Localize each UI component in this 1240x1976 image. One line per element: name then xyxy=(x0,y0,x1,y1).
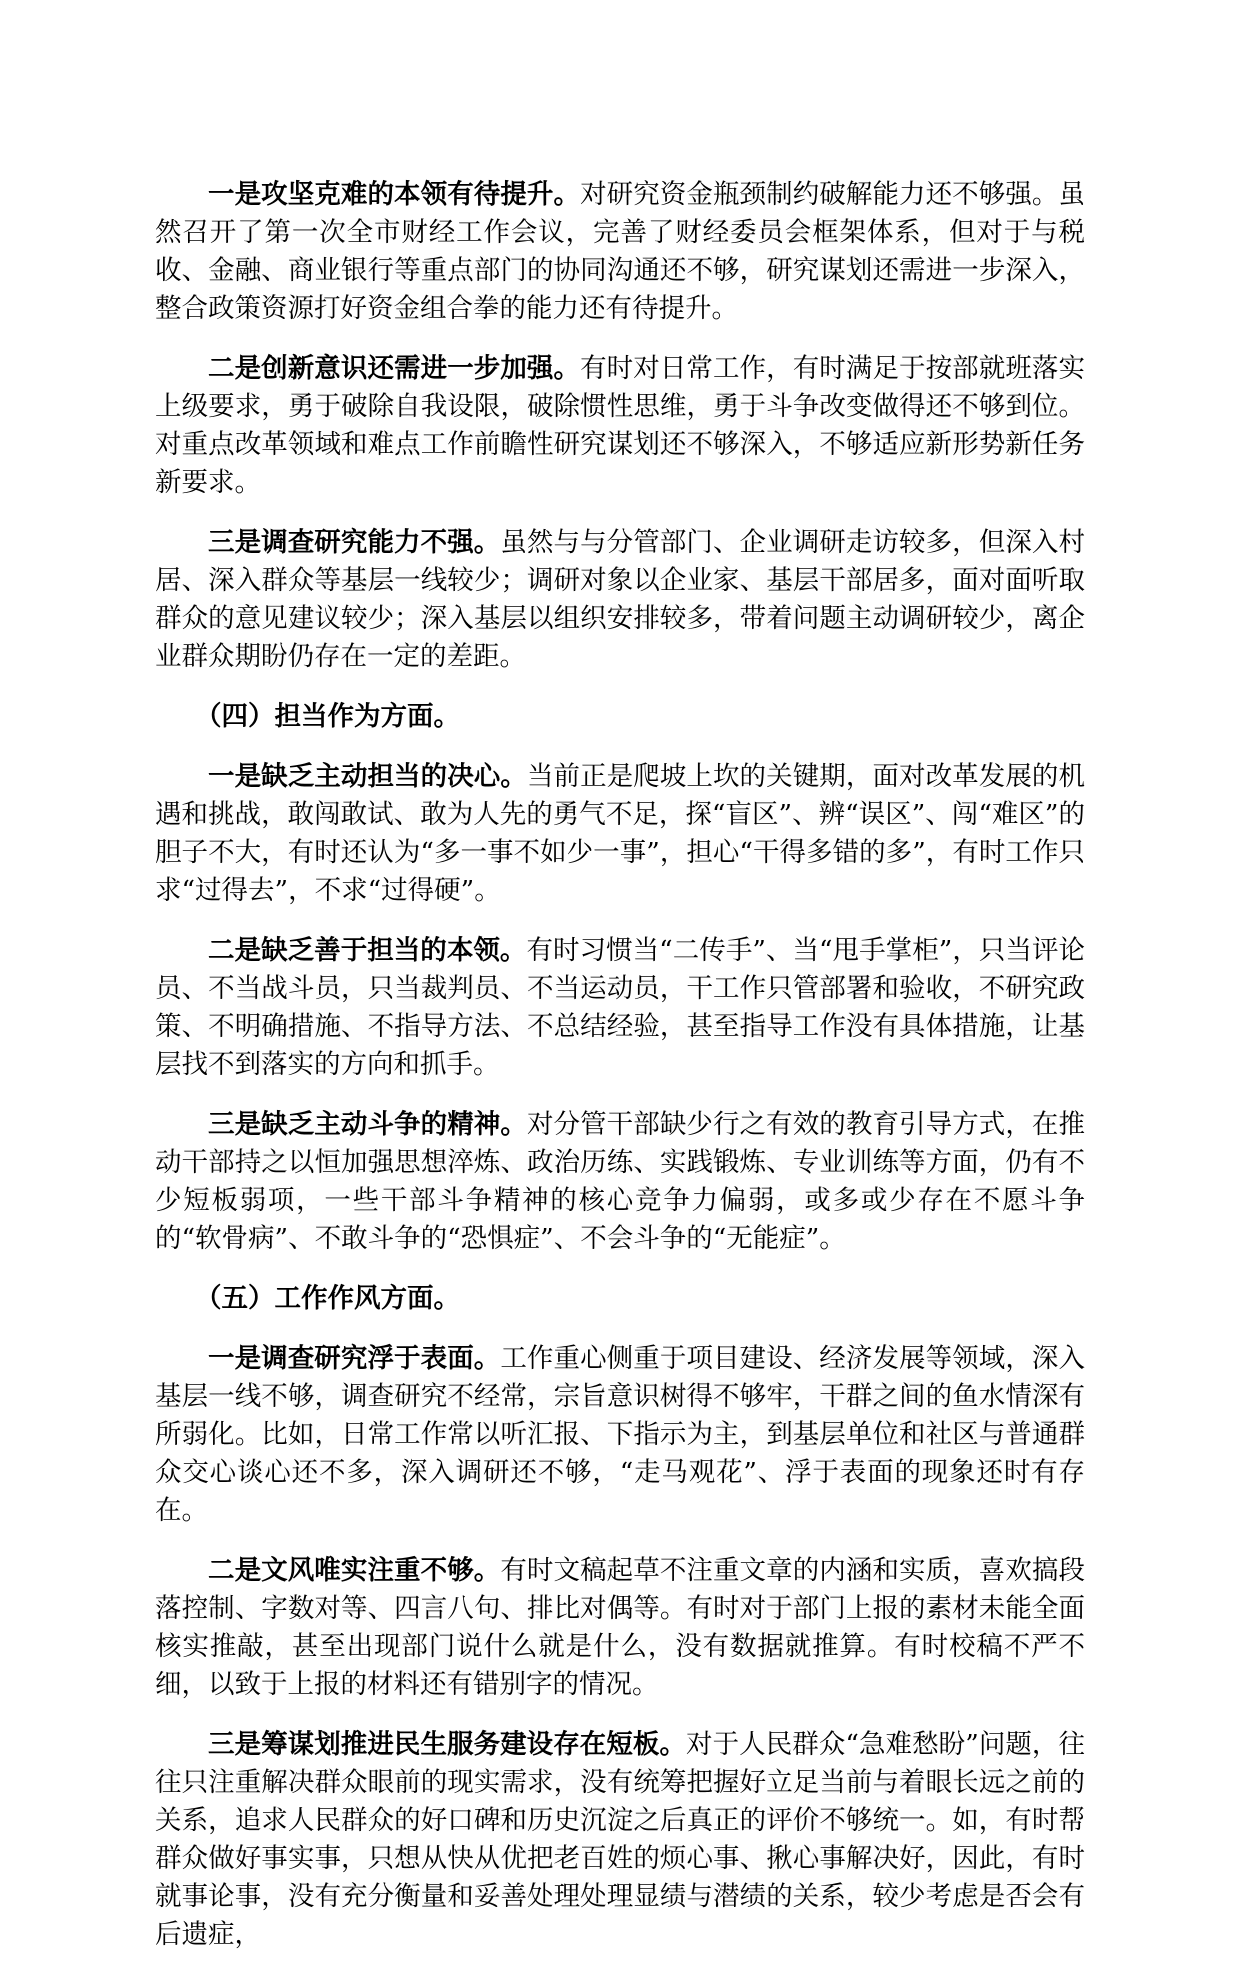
paragraph-3 xyxy=(155,524,1085,676)
paragraph-10 xyxy=(155,1552,1085,1704)
section-heading-5: （五）工作作风方面。 xyxy=(195,1283,460,1314)
paragraph-text: 对于人民群众“急难愁盼”问题，往往只注重解决群众眼前的现实需求，没有统筹把握好立足当前与着眼长远之前的关系，追求人民群众的好口碑和历史沉淀之后真正的评价不够统一。如，有时帮群众做好事实事，只想从快从优把老百姓的烦心事、揪心事解决好，因此，有时就事论事，没有充分衡量和妥善处理处理显绩与潜绩的关系，较少考虑是否会有后遗症， xyxy=(155,1729,1085,1950)
paragraph-text: 有时习惯当“二传手”、当“甩手掌柜”，只当评论员、不当战斗员，只当裁判员、不当运动员，干工作只管部署和验收，不研究政策、不明确措施、不指导方法、不总结经验，甚至指导工作没有具体措施，让基层找不到落实的方向和抓手。 xyxy=(155,935,1085,1080)
paragraph-1 xyxy=(155,176,1085,328)
paragraph-lead: 三是筹谋划推进民生服务建设存在短板。 xyxy=(208,1729,687,1760)
paragraph-lead: 一是攻坚克难的本领有待提升。 xyxy=(208,179,581,210)
paragraph-text: 对分管干部缺少行之有效的教育引导方式，在推动干部持之以恒加强思想淬炼、政治历练、实践锻炼、专业训练等方面，仍有不少短板弱项，一些干部斗争精神的核心竞争力偏弱，或多或少存在不愿斗争的“软骨病”、不敢斗争的“恐惧症”、不会斗争的“无能症”。 xyxy=(155,1109,1085,1254)
paragraph-7 xyxy=(155,1106,1085,1258)
paragraph-lead: 二是文风唯实注重不够。 xyxy=(208,1555,501,1586)
paragraph-text: 有时文稿起草不注重文章的内涵和实质，喜欢搞段落控制、字数对等、四言八句、排比对偶等。有时对于部门上报的素材未能全面核实推敲，甚至出现部门说什么就是什么，没有数据就推算。有时校稿不严不细，以致于上报的材料还有错别字的情况。 xyxy=(155,1555,1085,1700)
section-heading-4: （四）担当作为方面。 xyxy=(195,701,460,732)
paragraph-text: 对研究资金瓶颈制约破解能力还不够强。虽然召开了第一次全市财经工作会议，完善了财经委员会框架体系，但对于与税收、金融、商业银行等重点部门的协同沟通还不够，研究谋划还需进一步深入，整合政策资源打好资金组合拳的能力还有待提升。 xyxy=(155,179,1085,324)
paragraph-text: 有时对日常工作，有时满足于按部就班落实上级要求，勇于破除自我设限，破除惯性思维，勇于斗争改变做得还不够到位。对重点改革领域和难点工作前瞻性研究谋划还不够深入，不够适应新形势新任务新要求。 xyxy=(155,353,1085,498)
paragraph-text: 虽然与与分管部门、企业调研走访较多，但深入村居、深入群众等基层一线较少；调研对象以企业家、基层干部居多，面对面听取群众的意见建议较少；深入基层以组织安排较多，带着问题主动调研较少，离企业群众期盼仍存在一定的差距。 xyxy=(155,527,1085,672)
document-page xyxy=(155,176,1085,1976)
paragraph-6 xyxy=(155,932,1085,1084)
paragraph-9 xyxy=(155,1340,1085,1530)
paragraph-text: 工作重心侧重于项目建设、经济发展等领域，深入基层一线不够，调查研究不经常，宗旨意识树得不够牢，干群之间的鱼水情深有所弱化。比如，日常工作常以听汇报、下指示为主，到基层单位和社区与普通群众交心谈心还不多，深入调研还不够，“走马观花”、浮于表面的现象还时有存在。 xyxy=(155,1343,1085,1526)
paragraph-11 xyxy=(155,1726,1085,1954)
paragraph-lead: 二是缺乏善于担当的本领。 xyxy=(208,935,527,966)
paragraph-lead: 一是缺乏主动担当的决心。 xyxy=(208,761,527,792)
paragraph-2 xyxy=(155,350,1085,502)
paragraph-5 xyxy=(155,758,1085,910)
paragraph-lead: 二是创新意识还需进一步加强。 xyxy=(208,353,581,384)
paragraph-text: 当前正是爬坡上坎的关键期，面对改革发展的机遇和挑战，敢闯敢试、敢为人先的勇气不足，探“盲区”、辨“误区”、闯“难区”的胆子不大，有时还认为“多一事不如少一事”，担心“干得多错的多”，有时工作只求“过得去”，不求“过得硬”。 xyxy=(155,761,1085,906)
paragraph-lead: 三是调查研究能力不强。 xyxy=(208,527,501,558)
paragraph-lead: 一是调查研究浮于表面。 xyxy=(208,1343,501,1374)
paragraph-lead: 三是缺乏主动斗争的精神。 xyxy=(208,1109,527,1140)
